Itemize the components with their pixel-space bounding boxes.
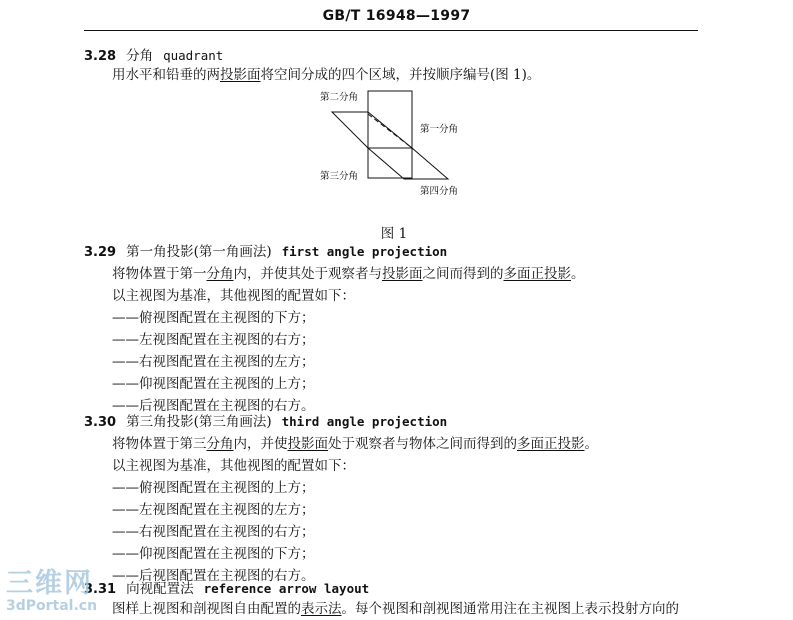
list-item: ——仰视图配置在主视图的上方； [112,376,315,392]
body-text: 将物体置于第一 [112,266,207,282]
term-link: 表示法 [301,601,342,617]
page-header: GB/T 16948—1997 [322,8,471,24]
label-third-quadrant: 第三分角 [320,171,359,182]
section-term-en: first angle projection [281,244,448,259]
term-link: 投影面 [287,436,328,452]
term-link: 分角 [206,436,234,452]
section-3-31-definition [112,600,679,618]
term-link: 分角 [206,266,234,282]
section-number: 3.29 [84,245,117,260]
section-3-28-heading [84,47,223,66]
body-text: 。 [584,436,598,452]
section-3-29-heading [84,243,447,262]
list-item: ——俯视图配置在主视图的下方； [112,310,315,326]
section-term: 向视配置法 [126,581,194,597]
section-3-31-heading [84,580,369,599]
term-link: 投影面 [220,67,261,83]
watermark-en: 3dPortal.cn [6,598,98,614]
section-3-30-definition [112,435,598,453]
horizontal-plane-back [332,112,412,148]
site-watermark [6,570,97,614]
section-number: 3.28 [84,49,117,64]
list-item: ——仰视图配置在主视图的下方； [112,546,315,562]
body-text: 内，并使其处于观察者与 [233,266,382,282]
term-link: 投影面 [382,266,423,282]
body-text: 将空间分成的四个区域，并按顺序编号(图 1)。 [260,67,541,83]
section-term-en: reference arrow layout [203,581,370,596]
section-term-en: quadrant [163,48,224,63]
list-item: ——后视图配置在主视图的右方。 [112,398,315,414]
label-second-quadrant: 第二分角 [320,92,359,103]
term-link: 多面正投影 [517,436,585,452]
list-item: ——右视图配置在主视图的右方； [112,524,315,540]
list-item: ——后视图配置在主视图的右方。 [112,568,315,584]
section-term: 第三角投影(第三角画法) [126,414,272,430]
section-term: 分角 [126,48,154,64]
vertical-plane-lower [368,148,412,178]
section-3-29-definition [112,265,585,283]
section-3-30-heading [84,413,447,432]
watermark-cn: 三维网 [6,568,93,599]
section-3-29-intro: 以主视图为基准，其他视图的配置如下： [112,288,355,304]
quadrant-figure [318,88,478,200]
horizontal-plane-front [368,148,448,179]
label-fourth-quadrant: 第四分角 [420,186,459,197]
body-text: 将物体置于第三 [112,436,207,452]
body-text: 之间而得到的 [422,266,504,282]
term-link: 多面正投影 [503,266,571,282]
header-rule [84,30,698,31]
body-text: 内，并使 [233,436,288,452]
list-item: ——左视图配置在主视图的右方； [112,332,315,348]
section-number: 3.31 [84,582,117,597]
section-term: 第一角投影(第一角画法) [126,244,272,260]
section-term-en: third angle projection [281,414,448,429]
section-3-28-body [112,66,540,84]
section-number: 3.30 [84,415,117,430]
body-text: 处于观察者与物体之间而得到的 [328,436,517,452]
list-item: ——左视图配置在主视图的左方； [112,502,315,518]
section-3-30-intro: 以主视图为基准，其他视图的配置如下： [112,458,355,474]
body-text: 。 [571,266,585,282]
label-first-quadrant: 第一分角 [420,124,459,135]
list-item: ——俯视图配置在主视图的上方； [112,480,315,496]
body-text: 图样上视图和剖视图自由配置的 [112,601,301,617]
body-text: 用水平和铅垂的两 [112,67,220,83]
body-text: 。每个视图和剖视图通常用注在主视图上表示投射方向的 [341,601,679,617]
list-item: ——右视图配置在主视图的左方； [112,354,315,370]
figure-caption: 图 1 [380,226,408,242]
